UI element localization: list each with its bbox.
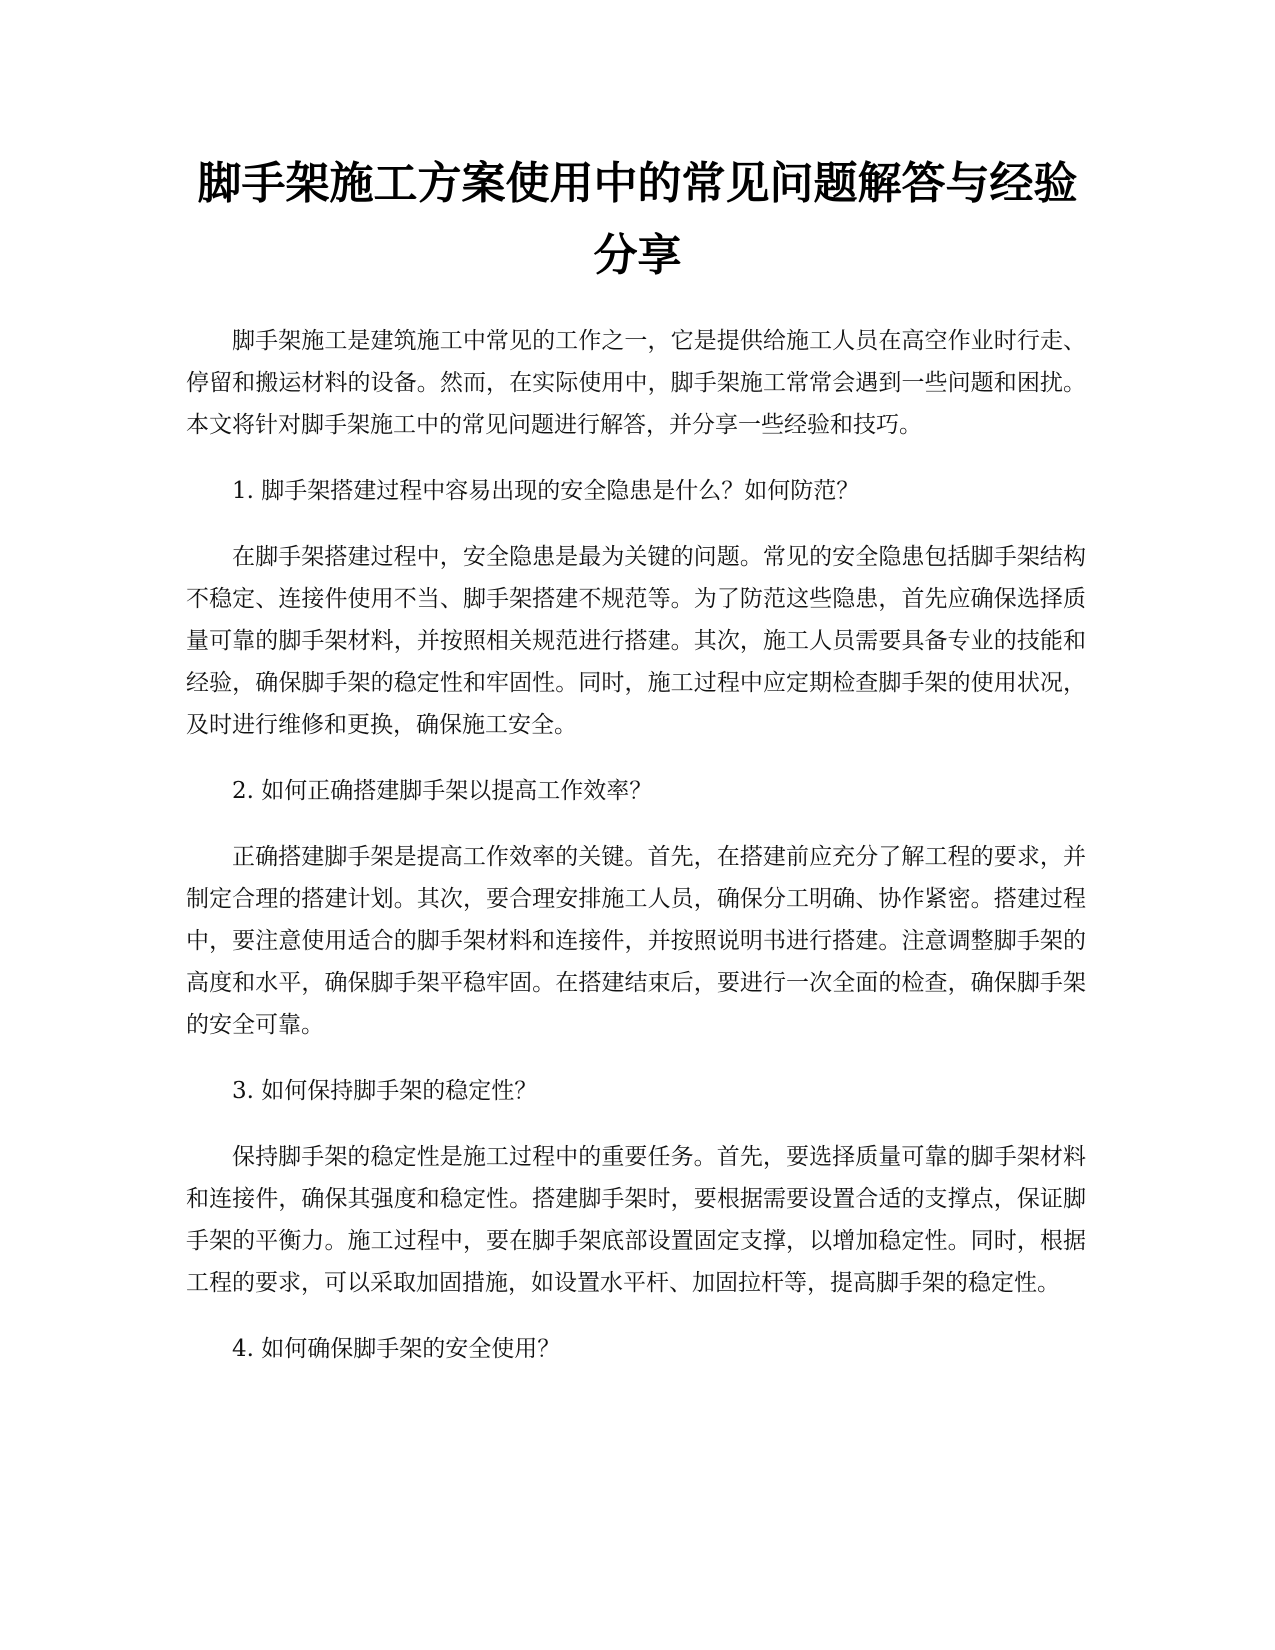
document-body xyxy=(186,320,1086,1394)
intro-paragraph: 脚手架施工是建筑施工中常见的工作之一，它是提供给施工人员在高空作业时行走、停留和搬运材料的设备。然而，在实际使用中，脚手架施工常常会遇到一些问题和困扰。本文将针对脚手架施工中的常见问题进行解答，并分享一些经验和技巧。 xyxy=(186,328,1086,438)
answer-3: 保持脚手架的稳定性是施工过程中的重要任务。首先，要选择质量可靠的脚手架材料和连接件，确保其强度和稳定性。搭建脚手架时，要根据需要设置合适的支撑点，保证脚手架的平衡力。施工过程中，要在脚手架底部设置固定支撑，以增加稳定性。同时，根据工程的要求，可以采取加固措施，如设置水平杆、加固拉杆等，提高脚手架的稳定性。 xyxy=(186,1144,1086,1296)
question-1: 1. 脚手架搭建过程中容易出现的安全隐患是什么？如何防范？ xyxy=(232,478,860,504)
question-4: 4. 如何确保脚手架的安全使用？ xyxy=(232,1336,561,1362)
document-title: 脚手架施工方案使用中的常见问题解答与经验分享 xyxy=(197,158,1078,281)
answer-2: 正确搭建脚手架是提高工作效率的关键。首先，在搭建前应充分了解工程的要求，并制定合理的搭建计划。其次，要合理安排施工人员，确保分工明确、协作紧密。搭建过程中，要注意使用适合的脚手架材料和连接件，并按照说明书进行搭建。注意调整脚手架的高度和水平，确保脚手架平稳牢固。在搭建结束后，要进行一次全面的检查，确保脚手架的安全可靠。 xyxy=(186,844,1086,1038)
question-3: 3. 如何保持脚手架的稳定性？ xyxy=(232,1078,538,1104)
answer-1: 在脚手架搭建过程中，安全隐患是最为关键的问题。常见的安全隐患包括脚手架结构不稳定、连接件使用不当、脚手架搭建不规范等。为了防范这些隐患，首先应确保选择质量可靠的脚手架材料，并按照相关规范进行搭建。其次，施工人员需要具备专业的技能和经验，确保脚手架的稳定性和牢固性。同时，施工过程中应定期检查脚手架的使用状况，及时进行维修和更换，确保施工安全。 xyxy=(186,544,1086,738)
question-2: 2. 如何正确搭建脚手架以提高工作效率？ xyxy=(232,778,653,804)
